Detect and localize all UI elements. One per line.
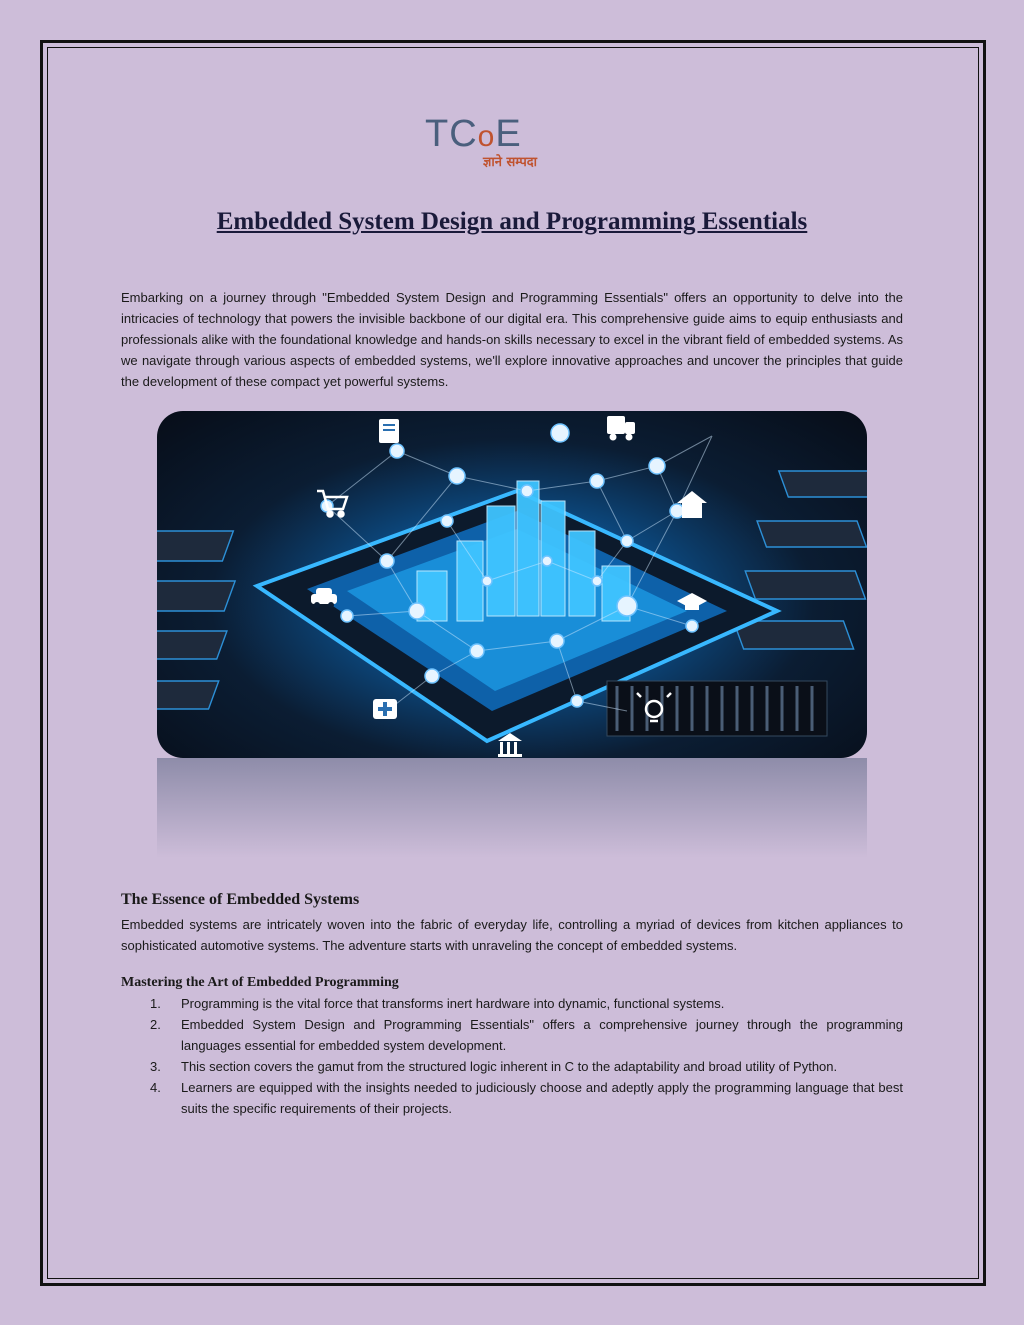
logo-tagline: ज्ञाने सम्पदा [483,155,538,170]
chip-network-illustration [157,411,867,758]
section-heading-programming: Mastering the Art of Embedded Programming [121,975,399,990]
list-item: 1. Programming is the vital force that transforms inert hardware into dynamic, functional systems. [150,996,725,1011]
hero-image-reflection [157,758,867,858]
truck-icon [607,416,635,441]
tcoe-logo [425,112,605,174]
section-body-essence: Embedded systems are intricately woven into the fabric of everyday life, controlling a myriad of devices from kitchen appliances to sophisticated automotive systems. The adventure starts with unraveling the concept of embedded systems. [121,917,903,953]
programming-list [121,993,903,1119]
hero-image-embedded-chip [157,411,867,758]
logo-wordmark: TCoE [425,113,522,155]
list-item: 3. This section covers the gamut from the structured logic inherent in C to the adaptability and broad utility of Python. [150,1059,838,1074]
intro-paragraph: Embarking on a journey through "Embedded System Design and Programming Essentials" offers an opportunity to delve into the intricacies of technology that powers the invisible backbone of our digital era. This comprehensive guide aims to equip enthusiasts and professionals alike with the foundational knowledge and hands-on skills necessary to excel in the vibrant field of embedded systems. As we navigate through various aspects of embedded systems, we'll explore innovative approaches and uncover the principles that guide the development of these compact yet powerful systems. [121,290,903,389]
document-icon [379,419,399,443]
section-heading-essence: The Essence of Embedded Systems [121,891,360,908]
list-item: 4. Learners are equipped with the insights needed to judiciously choose and adeptly apply the programming language that best suits the specific requirements of their projects. [150,1080,903,1116]
list-item: 2. Embedded System Design and Programming Essentials" offers a comprehensive journey through the programming languages essential for embedded system development. [150,1017,903,1053]
page-title: Embedded System Design and Programming Essentials [216,208,808,235]
medical-icon [373,699,397,719]
